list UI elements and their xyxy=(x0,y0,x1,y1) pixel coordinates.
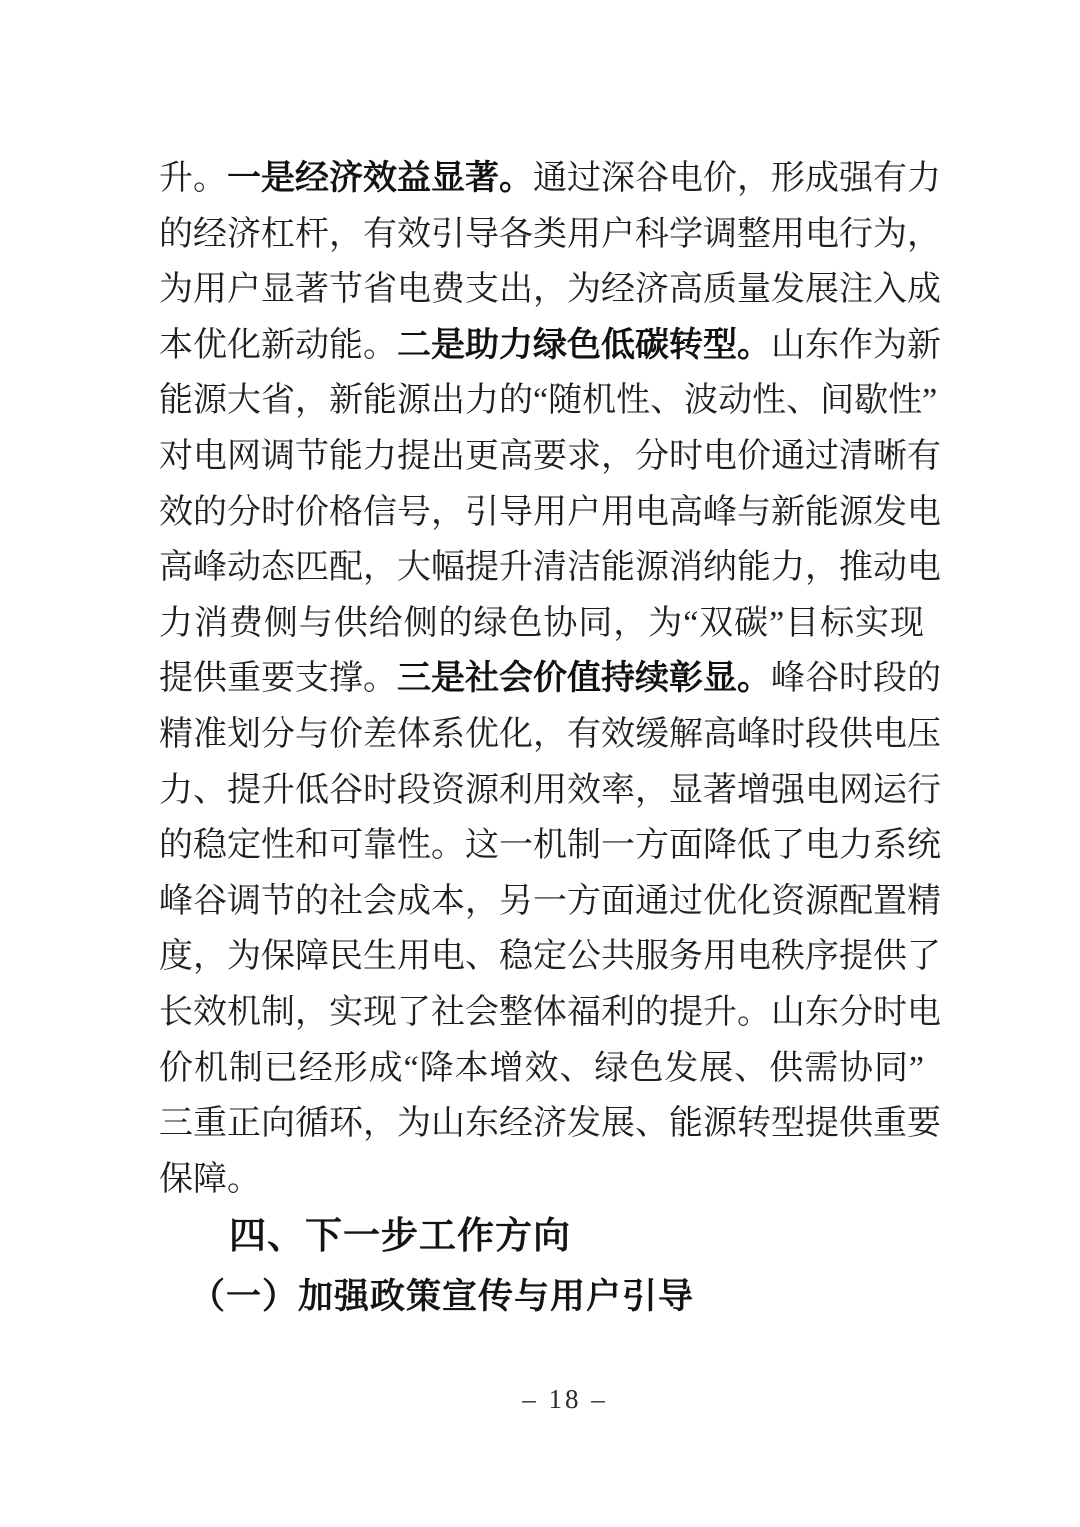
body-text-run: 山东作为新 xyxy=(771,326,941,364)
body-line xyxy=(159,707,941,763)
page-number: – 18 – xyxy=(522,1384,608,1414)
body-line xyxy=(159,818,941,874)
body-line xyxy=(159,318,941,374)
body-text-run: 能源大省，新能源出力的“随机性、波动性、间歇性” xyxy=(159,382,938,420)
body-text-run: 力消费侧与供给侧的绿色协同，为“双碳”目标实现 xyxy=(159,604,924,642)
body-line xyxy=(159,207,941,263)
body-text-run: 效的分时价格信号，引导用户用电高峰与新能源发电 xyxy=(159,493,941,531)
body-text-run: 的经济杠杆，有效引导各类用户科学调整用电行为， xyxy=(159,215,941,253)
body-line xyxy=(159,929,941,985)
section-heading: 四、下一步工作方向 xyxy=(229,1215,571,1256)
body-text-run: 提供重要支撑。 xyxy=(159,660,397,698)
body-line xyxy=(159,373,938,429)
body-text-run: 峰谷时段的 xyxy=(771,660,941,698)
body-text-run: 对电网调节能力提出更高要求，分时电价通过清晰有 xyxy=(159,437,941,475)
body-text-run-bold: 二是助力绿色低碳转型。 xyxy=(397,326,771,364)
body-line xyxy=(159,1152,924,1208)
body-text-run: 高峰动态匹配，大幅提升清洁能源消纳能力，推动电 xyxy=(159,549,941,587)
body-line xyxy=(159,429,941,485)
body-text-run: 三重正向循环，为山东经济发展、能源转型提供重要 xyxy=(159,1105,941,1143)
body-line xyxy=(159,151,941,207)
body-text-run: 峰谷调节的社会成本，另一方面通过优化资源配置精 xyxy=(159,882,941,920)
body-line xyxy=(159,540,941,596)
body-line xyxy=(159,985,941,1041)
body-line xyxy=(159,874,941,930)
body-text-run: 保障。 xyxy=(159,1160,261,1198)
body-text-run: 长效机制，实现了社会整体福利的提升。山东分时电 xyxy=(159,993,941,1031)
body-line xyxy=(159,763,941,819)
body-line xyxy=(159,485,941,541)
body-text-run-bold: 三是社会价值持续彰显。 xyxy=(397,660,771,698)
body-text-run: 通过深谷电价，形成强有力 xyxy=(533,160,941,197)
body-text-run: 升。 xyxy=(159,160,227,197)
body-text-run: 的稳定性和可靠性。这一机制一方面降低了电力系统 xyxy=(159,827,941,865)
body-text-run: 为用户显著节省电费支出，为经济高质量发展注入成 xyxy=(159,271,941,309)
body-line xyxy=(159,596,924,652)
body-text-run: 力、提升低谷时段资源利用效率，显著增强电网运行 xyxy=(159,771,941,809)
body-paragraph xyxy=(159,151,941,1207)
body-text-run: 价机制已经形成“降本增效、绿色发展、供需协同” xyxy=(159,1049,924,1087)
body-text-run: 度，为保障民生用电、稳定公共服务用电秩序提供了 xyxy=(159,938,941,976)
body-line xyxy=(159,262,941,318)
subsection-heading: （一）加强政策宣传与用户引导 xyxy=(190,1277,695,1316)
body-text-run: 精准划分与价差体系优化，有效缓解高峰时段供电压 xyxy=(159,715,941,753)
body-line xyxy=(159,651,941,707)
body-text-run: 本优化新动能。 xyxy=(159,326,397,364)
body-line xyxy=(159,1041,924,1097)
body-line xyxy=(159,1096,941,1152)
body-text-run-bold: 一是经济效益显著。 xyxy=(227,160,533,197)
